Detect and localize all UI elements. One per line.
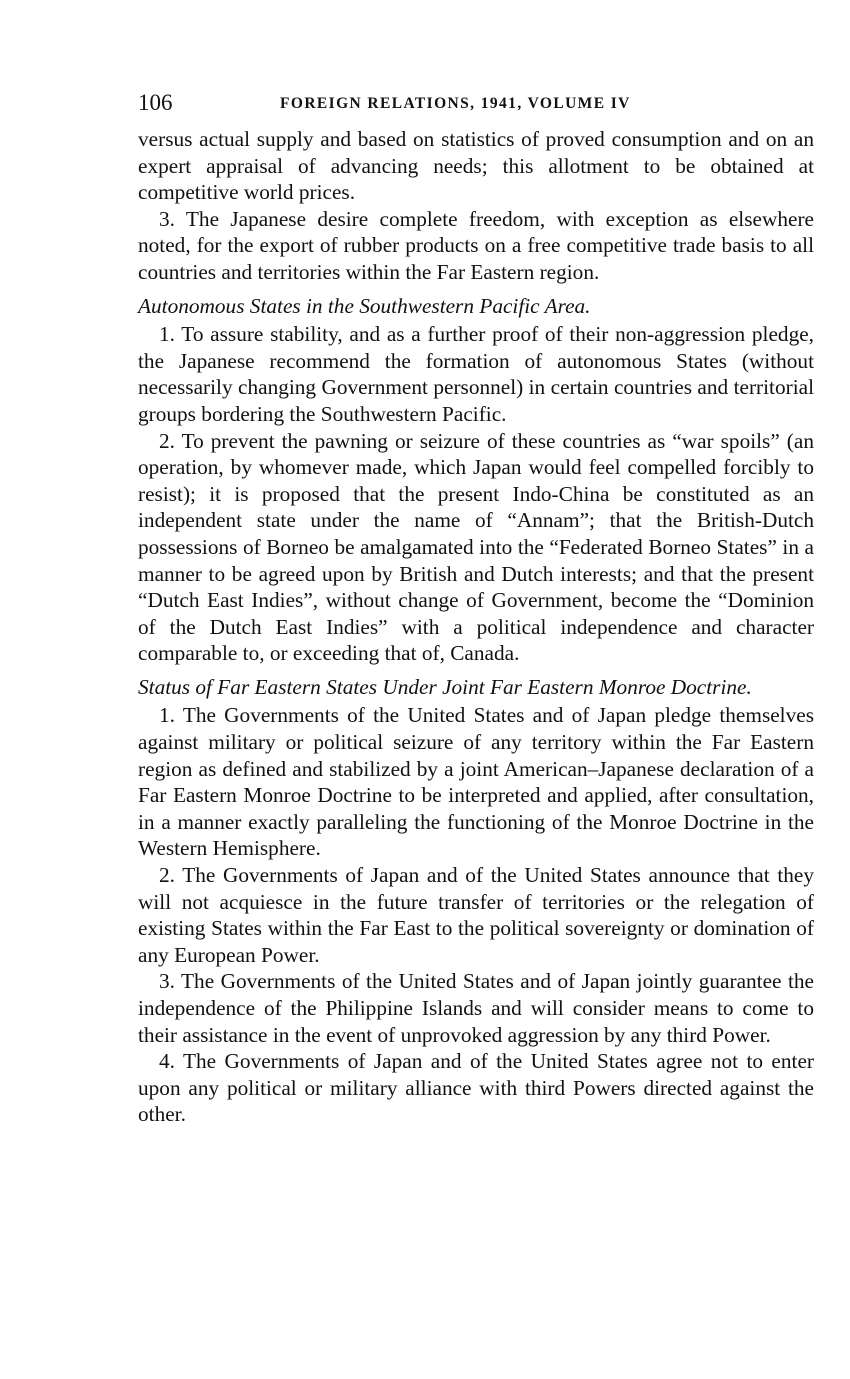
- monroe-doctrine-item-1: 1. The Governments of the United States and of Japan pledge themselves against military or political seizure of any territory within the Far Eastern region as defined and stabilized by a joint American–Japanese declaration of a Far Eastern Monroe Doctrine to be interpreted and applied, after consultation, in a manner exactly paralleling the functioning of the Monroe Doctrine in the Western Hemisphere.: [138, 703, 814, 861]
- autonomous-states-item-2: 2. To prevent the pawning or seizure of these countries as “war spoils” (an operation, by whomever made, which Japan would feel compelled forcibly to resist); it is proposed that the present Indo-China be constituted as an independent state under the name of “Annam”; that the British-Dutch possessions of Borneo be amalgamated into the “Federated Borneo States” in a manner to be agreed upon by British and Dutch interests; and that the present “Dutch East Indies”, without change of Government, become the “Dominion of the Dutch East Indies” with a political independence and character comparable to, or exceeding that of, Canada.: [138, 428, 814, 666]
- monroe-doctrine-item-3: 3. The Governments of the United States and of Japan jointly guarantee the independence of the Philippine Islands and will consider means to come to their assistance in the event of unprovoked aggression by any third Power.: [138, 969, 814, 1047]
- running-head: FOREIGN RELATIONS, 1941, VOLUME IV: [280, 95, 631, 112]
- page-header: [138, 88, 814, 126]
- monroe-doctrine-item-4: 4. The Governments of Japan and of the United States agree not to enter upon any political or military alliance with third Powers directed against the other.: [138, 1049, 814, 1127]
- continuation-paragraph: versus actual supply and based on statistics of proved consumption and on an expert appraisal of advancing needs; this allotment to be obtained at competitive world prices.: [138, 127, 814, 205]
- body-text: [138, 126, 814, 1128]
- section-heading-autonomous-states: Autonomous States in the Southwestern Pacific Area.: [138, 293, 591, 318]
- monroe-doctrine-item-2: 2. The Governments of Japan and of the United States announce that they will not acquiesce in the future transfer of territories or the relegation of existing States within the Far East to the political sovereignty or domination of any European Power.: [138, 863, 814, 967]
- autonomous-states-item-1: 1. To assure stability, and as a further proof of their non-aggression pledge, the Japanese recommend the formation of autonomous States (without necessarily changing Government personnel) in certain countries and territorial groups bordering the Southwestern Pacific.: [138, 322, 814, 426]
- rubber-item-3: 3. The Japanese desire complete freedom, with exception as elsewhere noted, for the export of rubber products on a free competitive trade basis to all countries and territories within the Far Eastern region.: [138, 206, 814, 284]
- page-number: 106: [138, 90, 173, 115]
- section-heading-monroe-doctrine: Status of Far Eastern States Under Joint Far Eastern Monroe Doctrine.: [138, 674, 752, 699]
- document-page: [138, 88, 814, 1128]
